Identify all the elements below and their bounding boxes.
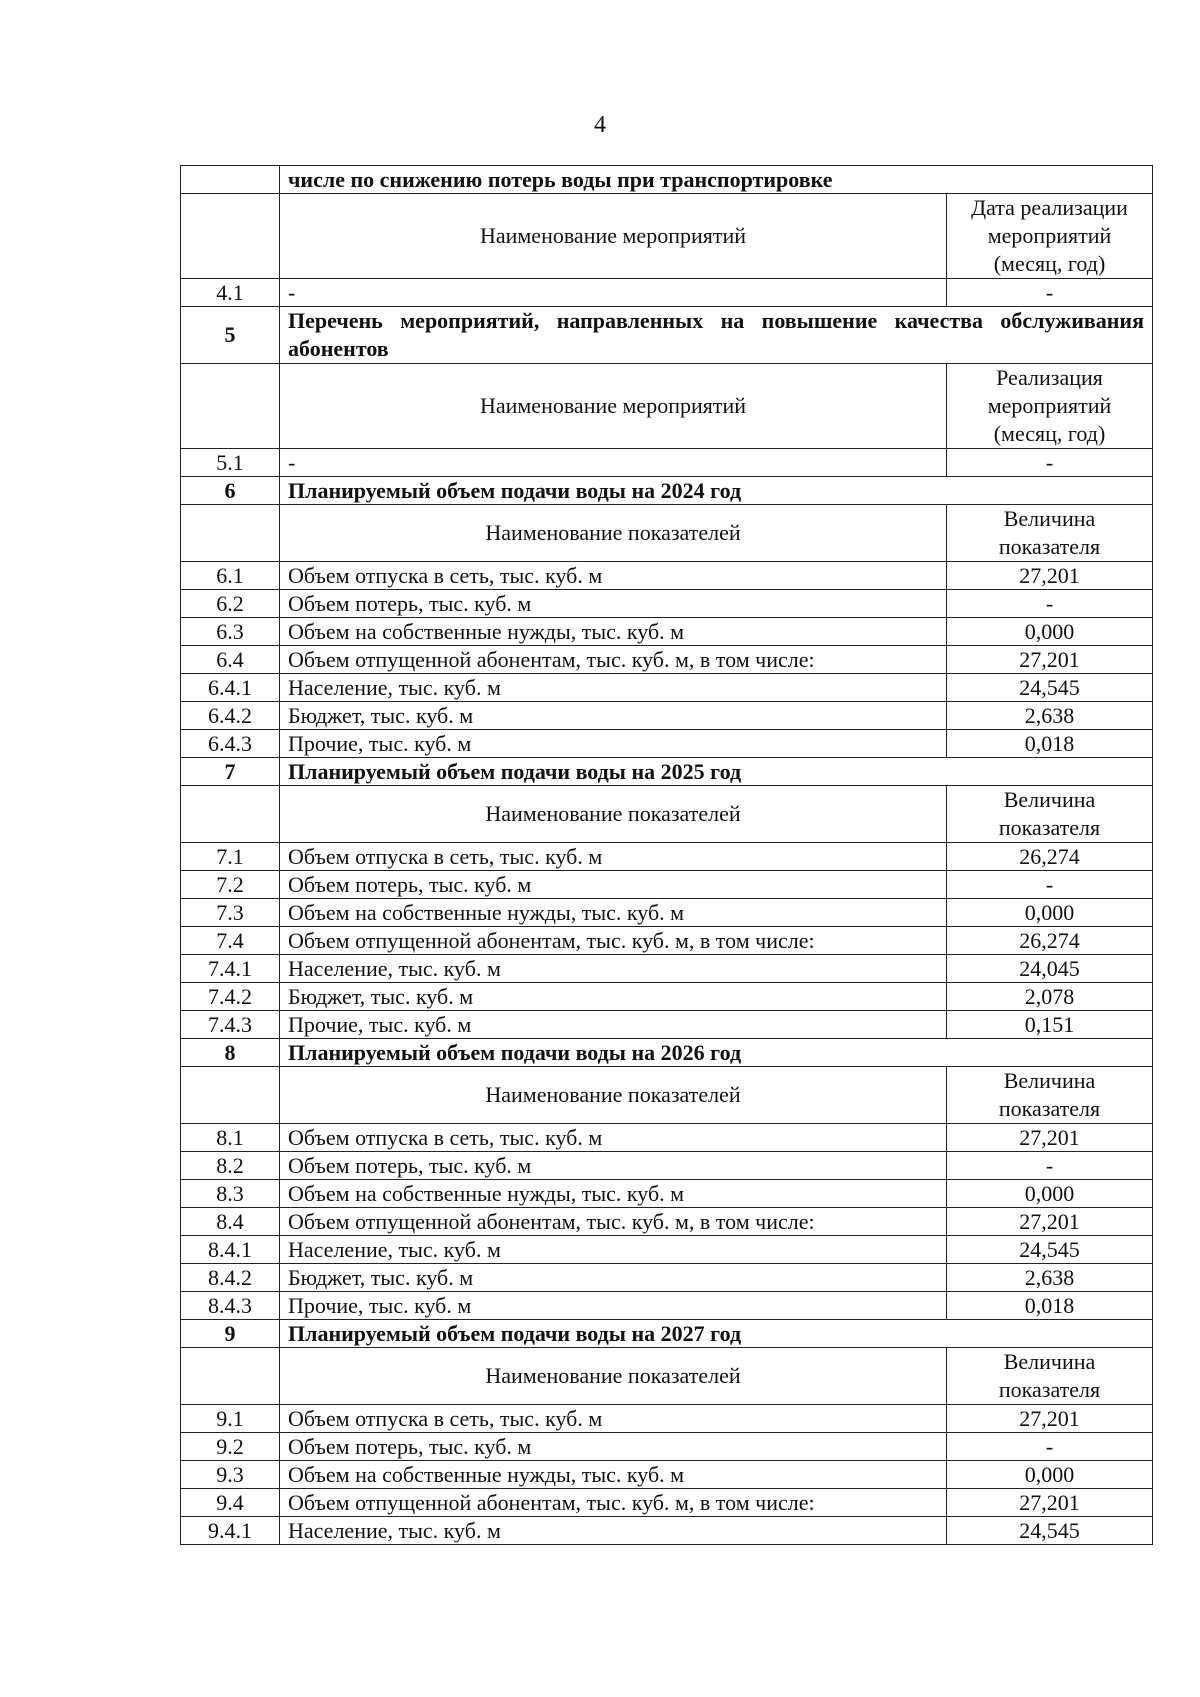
subheader-row [181,1348,1153,1405]
row-name-cell: Бюджет, тыс. куб. м [280,1264,947,1292]
section-row [181,758,1153,786]
row-value-cell: 0,000 [947,1461,1153,1489]
section-row [181,307,1153,364]
row-number-cell: 9.1 [181,1405,280,1433]
subheader-row [181,364,1153,449]
table-row [181,1433,1153,1461]
row-number-cell: 5.1 [181,449,280,477]
column-header-value: Величина показателя [947,786,1153,843]
table-row [181,1264,1153,1292]
row-number-cell: 6.4.1 [181,674,280,702]
table-row [181,590,1153,618]
row-number-cell [181,1067,280,1124]
table-row [181,674,1153,702]
row-name-cell: Объем отпуска в сеть, тыс. куб. м [280,1124,947,1152]
row-value-cell: - [947,871,1153,899]
row-name-cell: Население, тыс. куб. м [280,1517,947,1545]
row-value-cell: - [947,590,1153,618]
row-number-cell [181,1348,280,1405]
row-value-cell: 27,201 [947,646,1153,674]
row-value-cell: - [947,449,1153,477]
section-title: Планируемый объем подачи воды на 2027 год [280,1320,1153,1348]
row-number-cell: 7.2 [181,871,280,899]
row-name-cell: Объем отпущенной абонентам, тыс. куб. м, в том числе: [280,646,947,674]
table-row [181,1517,1153,1545]
row-value-cell: 2,638 [947,1264,1153,1292]
row-value-cell: - [947,1433,1153,1461]
subheader-row [181,1067,1153,1124]
column-header-value: Реализация мероприятий (месяц, год) [947,364,1153,449]
column-header-name: Наименование показателей [280,1348,947,1405]
section-title: Планируемый объем подачи воды на 2026 год [280,1039,1153,1067]
table-row [181,730,1153,758]
column-header-name: Наименование показателей [280,1067,947,1124]
row-name-cell: Объем отпуска в сеть, тыс. куб. м [280,562,947,590]
row-name-cell: Объем потерь, тыс. куб. м [280,871,947,899]
column-header-value: Величина показателя [947,505,1153,562]
row-name-cell: Объем отпуска в сеть, тыс. куб. м [280,1405,947,1433]
row-value-cell: 0,000 [947,899,1153,927]
page-number: 4 [594,112,606,138]
row-number-cell: 9.3 [181,1461,280,1489]
row-name-cell: Объем на собственные нужды, тыс. куб. м [280,1180,947,1208]
row-number-cell [181,505,280,562]
table-row [181,562,1153,590]
row-value-cell: - [947,279,1153,307]
table-row [181,618,1153,646]
row-value-cell: 2,638 [947,702,1153,730]
row-number-cell: 8.4.1 [181,1236,280,1264]
row-value-cell: 0,018 [947,1292,1153,1320]
row-number-cell: 6.4 [181,646,280,674]
table-row [181,1124,1153,1152]
row-value-cell: 27,201 [947,562,1153,590]
subheader-row [181,505,1153,562]
column-header-name: Наименование мероприятий [280,194,947,279]
table-row [181,1208,1153,1236]
row-value-cell: 24,545 [947,1236,1153,1264]
table-row [181,843,1153,871]
row-name-cell: - [280,279,947,307]
row-name-cell: Объем потерь, тыс. куб. м [280,590,947,618]
column-header-name: Наименование показателей [280,505,947,562]
row-name-cell: Объем отпуска в сеть, тыс. куб. м [280,843,947,871]
table-row [181,1405,1153,1433]
row-value-cell: 26,274 [947,927,1153,955]
row-number-cell: 7.4.1 [181,955,280,983]
row-number-cell [181,364,280,449]
row-value-cell: 26,274 [947,843,1153,871]
row-number-cell: 7.4.3 [181,1011,280,1039]
row-value-cell: 27,201 [947,1489,1153,1517]
table-row [181,1236,1153,1264]
table-row [181,1489,1153,1517]
section-row [181,1320,1153,1348]
row-name-cell: Бюджет, тыс. куб. м [280,702,947,730]
section-number-cell: 6 [181,477,280,505]
row-value-cell: - [947,1152,1153,1180]
table-row [181,1152,1153,1180]
table-row [181,899,1153,927]
row-number-cell: 9.4.1 [181,1517,280,1545]
table-body [181,166,1153,1545]
section-number-cell: 7 [181,758,280,786]
row-value-cell: 2,078 [947,983,1153,1011]
row-name-cell: Население, тыс. куб. м [280,955,947,983]
row-name-cell: Прочие, тыс. куб. м [280,1011,947,1039]
row-name-cell: Объем на собственные нужды, тыс. куб. м [280,618,947,646]
section-title: Планируемый объем подачи воды на 2024 год [280,477,1153,505]
row-number-cell [181,166,280,194]
column-header-value: Величина показателя [947,1348,1153,1405]
row-name-cell: Бюджет, тыс. куб. м [280,983,947,1011]
row-name-cell: Прочие, тыс. куб. м [280,1292,947,1320]
section-title: числе по снижению потерь воды при транспортировке [280,166,1153,194]
column-header-value: Величина показателя [947,1067,1153,1124]
table-row [181,1461,1153,1489]
table-row [181,955,1153,983]
row-name-cell: Объем потерь, тыс. куб. м [280,1433,947,1461]
table-row-continued-header [181,166,1153,194]
section-row [181,1039,1153,1067]
measures-table [180,165,1153,1545]
row-number-cell: 9.2 [181,1433,280,1461]
table-row [181,1180,1153,1208]
row-name-cell: Население, тыс. куб. м [280,1236,947,1264]
row-name-cell: - [280,449,947,477]
row-number-cell [181,194,280,279]
section-number-cell: 5 [181,307,280,364]
section-number-cell: 8 [181,1039,280,1067]
row-value-cell: 0,000 [947,1180,1153,1208]
row-value-cell: 27,201 [947,1124,1153,1152]
row-number-cell: 6.1 [181,562,280,590]
row-name-cell: Объем отпущенной абонентам, тыс. куб. м, в том числе: [280,927,947,955]
row-number-cell: 6.3 [181,618,280,646]
table-row [181,449,1153,477]
table-row [181,927,1153,955]
section-title: Планируемый объем подачи воды на 2025 год [280,758,1153,786]
row-name-cell: Объем отпущенной абонентам, тыс. куб. м, в том числе: [280,1489,947,1517]
table-row [181,1011,1153,1039]
subheader-row [181,786,1153,843]
table-row [181,646,1153,674]
row-value-cell: 24,045 [947,955,1153,983]
row-number-cell: 7.4 [181,927,280,955]
row-number-cell: 6.2 [181,590,280,618]
table-row [181,1292,1153,1320]
row-value-cell: 0,018 [947,730,1153,758]
row-number-cell: 8.4.3 [181,1292,280,1320]
row-name-cell: Население, тыс. куб. м [280,674,947,702]
row-value-cell: 27,201 [947,1208,1153,1236]
row-number-cell: 8.4.2 [181,1264,280,1292]
row-number-cell: 8.3 [181,1180,280,1208]
row-name-cell: Прочие, тыс. куб. м [280,730,947,758]
row-name-cell: Объем на собственные нужды, тыс. куб. м [280,1461,947,1489]
row-value-cell: 24,545 [947,674,1153,702]
table-row [181,702,1153,730]
row-number-cell: 7.3 [181,899,280,927]
row-value-cell: 0,000 [947,618,1153,646]
row-name-cell: Объем на собственные нужды, тыс. куб. м [280,899,947,927]
column-header-name: Наименование показателей [280,786,947,843]
row-value-cell: 0,151 [947,1011,1153,1039]
row-value-cell: 24,545 [947,1517,1153,1545]
table-row [181,871,1153,899]
row-number-cell: 6.4.3 [181,730,280,758]
column-header-value: Дата реализации мероприятий (месяц, год) [947,194,1153,279]
section-number-cell: 9 [181,1320,280,1348]
table-row [181,983,1153,1011]
row-number-cell [181,786,280,843]
row-number-cell: 7.1 [181,843,280,871]
section-title: Перечень мероприятий, направленных на повышение качества обслуживания абонентов [280,307,1153,364]
row-number-cell: 8.4 [181,1208,280,1236]
table-row [181,279,1153,307]
row-number-cell: 8.1 [181,1124,280,1152]
subheader-row [181,194,1153,279]
section-row [181,477,1153,505]
row-name-cell: Объем потерь, тыс. куб. м [280,1152,947,1180]
row-number-cell: 4.1 [181,279,280,307]
row-number-cell: 7.4.2 [181,983,280,1011]
row-number-cell: 6.4.2 [181,702,280,730]
row-name-cell: Объем отпущенной абонентам, тыс. куб. м, в том числе: [280,1208,947,1236]
row-number-cell: 8.2 [181,1152,280,1180]
column-header-name: Наименование мероприятий [280,364,947,449]
row-number-cell: 9.4 [181,1489,280,1517]
row-value-cell: 27,201 [947,1405,1153,1433]
